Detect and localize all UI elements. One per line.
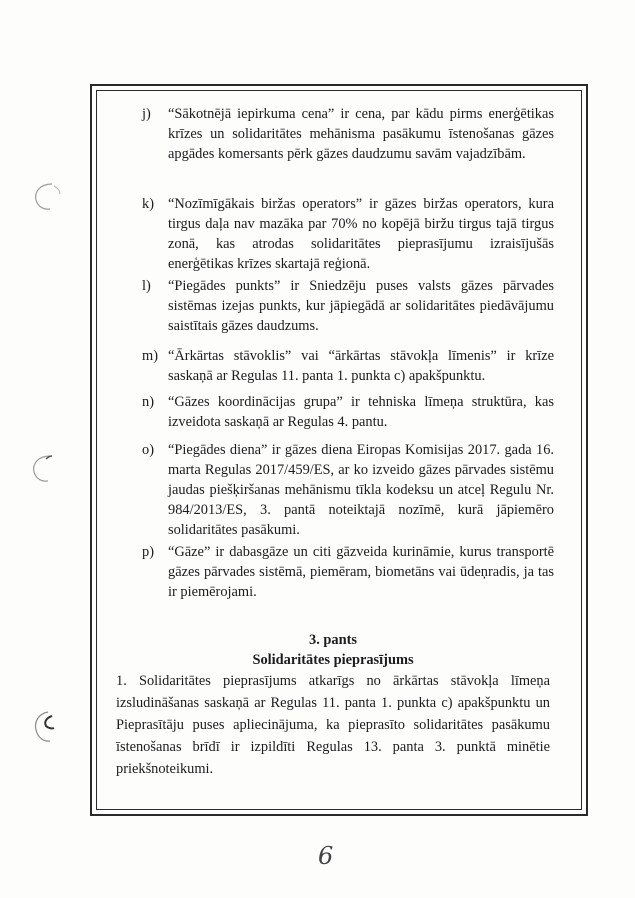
definition-letter: p) bbox=[142, 544, 154, 560]
definition-letter: m) bbox=[142, 348, 158, 364]
definition-letter: o) bbox=[142, 442, 154, 458]
definition-item-m bbox=[142, 346, 554, 386]
definition-letter: n) bbox=[142, 394, 154, 410]
punch-hole-mark-bottom bbox=[28, 708, 62, 748]
article-paragraph: 1. Solidaritātes pieprasījums atkarīgs no ārkārtas stāvokļa līmeņa izsludināšanas saskaņā ar Regulas 11. panta 1. punkta c) apakšpunktu un Pieprasītāju puses apliecinājuma, ka pieprasīto solidaritātes pasākumu īstenošanas brīdī ir izpildīti Regulas 13. panta 3. punktā minētie priekšnoteikumi. bbox=[116, 673, 550, 777]
punch-hole-mark-top bbox=[30, 180, 64, 214]
punch-hole-mark-middle bbox=[28, 452, 62, 486]
definition-item-o bbox=[142, 440, 554, 540]
definition-item-j bbox=[142, 104, 554, 164]
definition-text: “Sākotnējā iepirkuma cena” ir cena, par kādu pirms enerģētikas krīzes un solidaritātes mehānisma pasākumu īstenošanas gāzes apgādes komersants pērk gāzes daudzumu savām vajadzībām. bbox=[168, 106, 554, 162]
definition-letter: l) bbox=[142, 278, 151, 294]
definition-text: “Nozīmīgākais biržas operators” ir gāzes biržas operators, kura tirgus daļa nav mazāka par 70% no kopējā biržu tirgus tajā tirgus zonā, kas atrodas solidaritātes pieprasījumu izraisījušās enerģētikas krīzes skartajā reģionā. bbox=[168, 196, 554, 272]
definition-letter: k) bbox=[142, 196, 154, 212]
page-number: 6 bbox=[318, 842, 334, 870]
definition-text: “Gāzes koordinācijas grupa” ir tehniska līmeņa struktūra, kas izveidota saskaņā ar Regulas 4. pantu. bbox=[168, 394, 554, 430]
definition-item-k bbox=[142, 194, 554, 274]
definition-item-n bbox=[142, 392, 554, 432]
definition-text: “Piegādes punkts” ir Sniedzēju puses valsts gāzes pārvades sistēmas izejas punkts, kur jāpiegādā ar solidaritātes piedāvājumu saistītais gāzes daudzums. bbox=[168, 278, 554, 334]
definition-text: “Gāze” ir dabasgāze un citi gāzveida kurināmie, kurus transportē gāzes pārvades sistēmā, piemēram, biometāns vai ūdeņradis, ja tas ir piemērojami. bbox=[168, 544, 554, 600]
definition-item-l bbox=[142, 276, 554, 336]
definition-letter: j) bbox=[142, 106, 151, 122]
article-title: Solidaritātes pieprasījums bbox=[252, 652, 414, 668]
definition-text: “Piegādes diena” ir gāzes diena Eiropas Komisijas 2017. gada 16. marta Regulas 2017/459/ES, ar ko izveido gāzes pārvades sistēmu jaudas piešķiršanas mehānismu tīkla kodeksu un atceļ Regulu Nr. 984/2013/ES, 3. pantā noteiktajā nozīmē, kurā jāpiemēro solidaritātes pasākumi. bbox=[168, 442, 554, 538]
definition-text: “Ārkārtas stāvoklis” vai “ārkārtas stāvokļa līmenis” ir krīze saskaņā ar Regulas 11. panta 1. punkta c) apakšpunktu. bbox=[168, 348, 554, 384]
definition-item-p bbox=[142, 542, 554, 602]
article-number: 3. pants bbox=[309, 632, 357, 648]
